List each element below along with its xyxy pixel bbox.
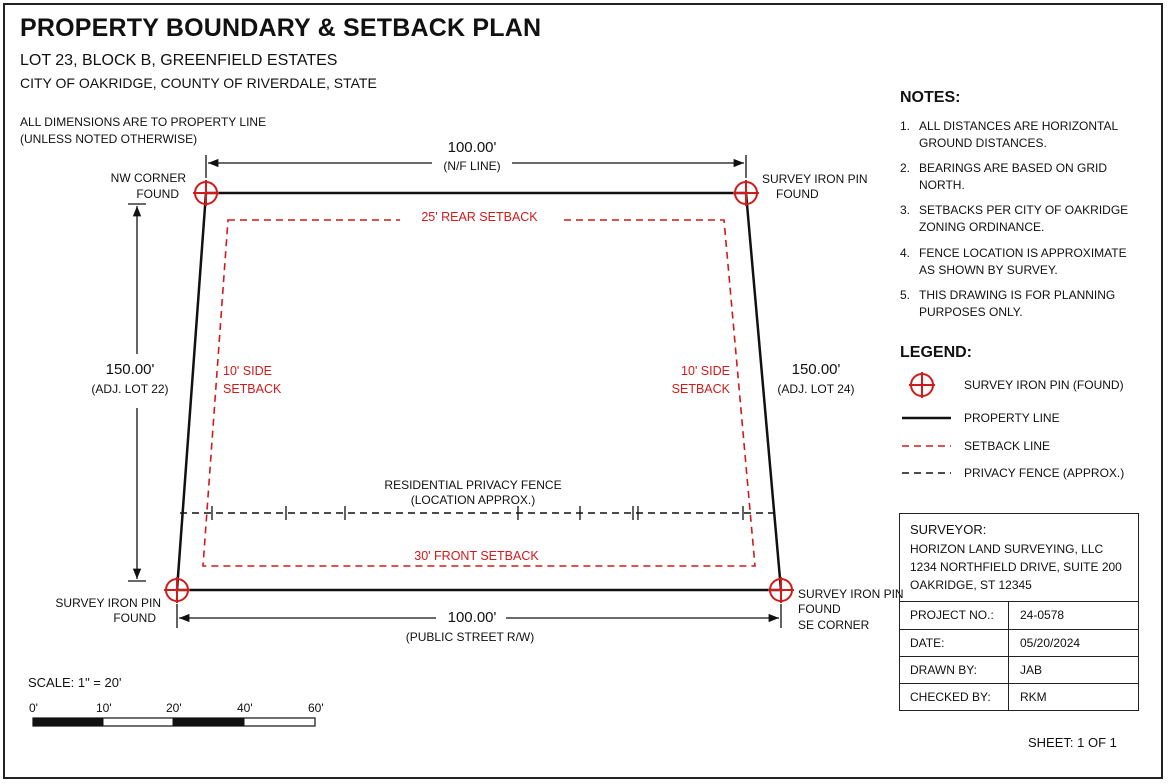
scale-tick-0: 0'	[29, 701, 38, 715]
general-note-line-2: (UNLESS NOTED OTHERWISE)	[20, 132, 198, 146]
surveyor-address-2: OAKRIDGE, ST 12345	[910, 578, 1032, 592]
sheet-number: SHEET: 1 OF 1	[1028, 735, 1117, 750]
scale-tick-60: 60'	[308, 701, 324, 715]
note-text: ALL DISTANCES ARE HORIZONTAL GROUND DISTANCES.	[919, 119, 1118, 150]
survey-pin-icon	[193, 180, 219, 206]
checked-by-value: RKM	[1020, 690, 1047, 704]
sw-pin-label: SURVEY IRON PIN	[55, 596, 161, 610]
top-dimension-value: 100.00'	[447, 139, 497, 156]
scale-label: SCALE: 1" = 20'	[28, 675, 122, 690]
note-text: BEARINGS ARE BASED ON GRID NORTH.	[919, 161, 1108, 192]
checked-by-label: CHECKED BY:	[910, 690, 991, 704]
note-text: THIS DRAWING IS FOR PLANNING PURPOSES ONLY.	[919, 288, 1116, 319]
page-title: PROPERTY BOUNDARY & SETBACK PLAN	[20, 14, 542, 42]
fence-location-label: (LOCATION APPROX.)	[410, 493, 536, 507]
note-number: 3.	[900, 203, 911, 217]
nw-corner-found-label: FOUND	[136, 187, 179, 201]
drawn-by-value: JAB	[1020, 663, 1043, 677]
scale-tick-20: 20'	[166, 701, 182, 715]
rear-setback-label: 25' REAR SETBACK	[400, 210, 559, 224]
sw-pin-found-label: FOUND	[113, 611, 156, 625]
drawn-by-label: DRAWN BY:	[910, 663, 977, 677]
ne-pin-label: SURVEY IRON PIN	[762, 172, 868, 186]
bottom-dimension-value: 100.00'	[447, 609, 497, 626]
left-dimension-value: 150.00'	[105, 361, 155, 378]
right-side-setback-label: 10' SIDE	[681, 364, 730, 378]
legend-property-line-label: PROPERTY LINE	[964, 411, 1060, 425]
survey-pin-icon	[164, 577, 190, 603]
drawn-by-row	[900, 656, 1138, 684]
date-label: DATE:	[910, 636, 945, 650]
legend-heading: LEGEND:	[900, 344, 972, 361]
note-number: 4.	[900, 246, 911, 260]
location-subtitle: CITY OF OAKRIDGE, COUNTY OF RIVERDALE, STATE	[20, 75, 377, 91]
surveyor-company: HORIZON LAND SURVEYING, LLC	[910, 542, 1104, 556]
note-number: 5.	[900, 288, 911, 302]
note-text: SETBACKS PER CITY OF OAKRIDGE ZONING ORDINANCE.	[919, 203, 1129, 234]
top-dimension-label: (N/F LINE)	[443, 159, 501, 173]
front-setback-label: 30' FRONT SETBACK	[394, 549, 559, 563]
ne-pin-found-label: FOUND	[776, 187, 819, 201]
scale-tick-10: 10'	[96, 701, 112, 715]
notes-heading: NOTES:	[900, 89, 961, 106]
legend-fence-label: PRIVACY FENCE (APPROX.)	[964, 466, 1125, 480]
date-value: 05/20/2024	[1020, 636, 1081, 650]
general-note-line-1: ALL DIMENSIONS ARE TO PROPERTY LINE	[20, 115, 267, 129]
bottom-dimension-label: (PUBLIC STREET R/W)	[405, 630, 535, 644]
survey-pin-icon	[768, 577, 794, 603]
right-side-setback-label-2: SETBACK	[671, 382, 730, 396]
project-number-value: 24-0578	[1020, 608, 1065, 622]
fence-label: RESIDENTIAL PRIVACY FENCE	[384, 478, 562, 492]
surveyor-address-1: 1234 NORTHFIELD DRIVE, SUITE 200	[910, 560, 1122, 574]
right-dimension-label: (ADJ. LOT 24)	[777, 382, 855, 396]
date-row	[900, 629, 1138, 657]
surveyor-heading: SURVEYOR:	[910, 522, 987, 537]
legend-setback-line-label: SETBACK LINE	[964, 439, 1051, 453]
se-pin-label: SURVEY IRON PIN	[798, 587, 904, 601]
se-corner-label: SE CORNER	[798, 618, 870, 632]
left-side-setback-label-2: SETBACK	[223, 382, 282, 396]
checked-by-row	[900, 683, 1138, 711]
scale-bar	[33, 718, 315, 726]
scale-tick-40: 40'	[237, 701, 253, 715]
note-number: 1.	[900, 119, 911, 133]
right-dimension-value: 150.00'	[791, 361, 841, 378]
project-number-label: PROJECT NO.:	[910, 608, 994, 622]
note-number: 2.	[900, 161, 911, 175]
left-dimension-label: (ADJ. LOT 22)	[91, 382, 169, 396]
privacy-fence	[180, 506, 777, 520]
survey-pin-icon	[733, 180, 759, 206]
surveyor-title-block	[899, 513, 1139, 711]
se-pin-found-label: FOUND	[798, 602, 841, 616]
left-side-setback-label: 10' SIDE	[223, 364, 272, 378]
legend-survey-pin-icon	[909, 372, 935, 398]
lot-subtitle: LOT 23, BLOCK B, GREENFIELD ESTATES	[20, 52, 338, 69]
project-number-row	[900, 601, 1138, 629]
note-text: FENCE LOCATION IS APPROXIMATE AS SHOWN BY SURVEY.	[919, 246, 1127, 277]
legend-pin-label: SURVEY IRON PIN (FOUND)	[964, 378, 1124, 392]
nw-corner-label: NW CORNER	[110, 171, 186, 185]
